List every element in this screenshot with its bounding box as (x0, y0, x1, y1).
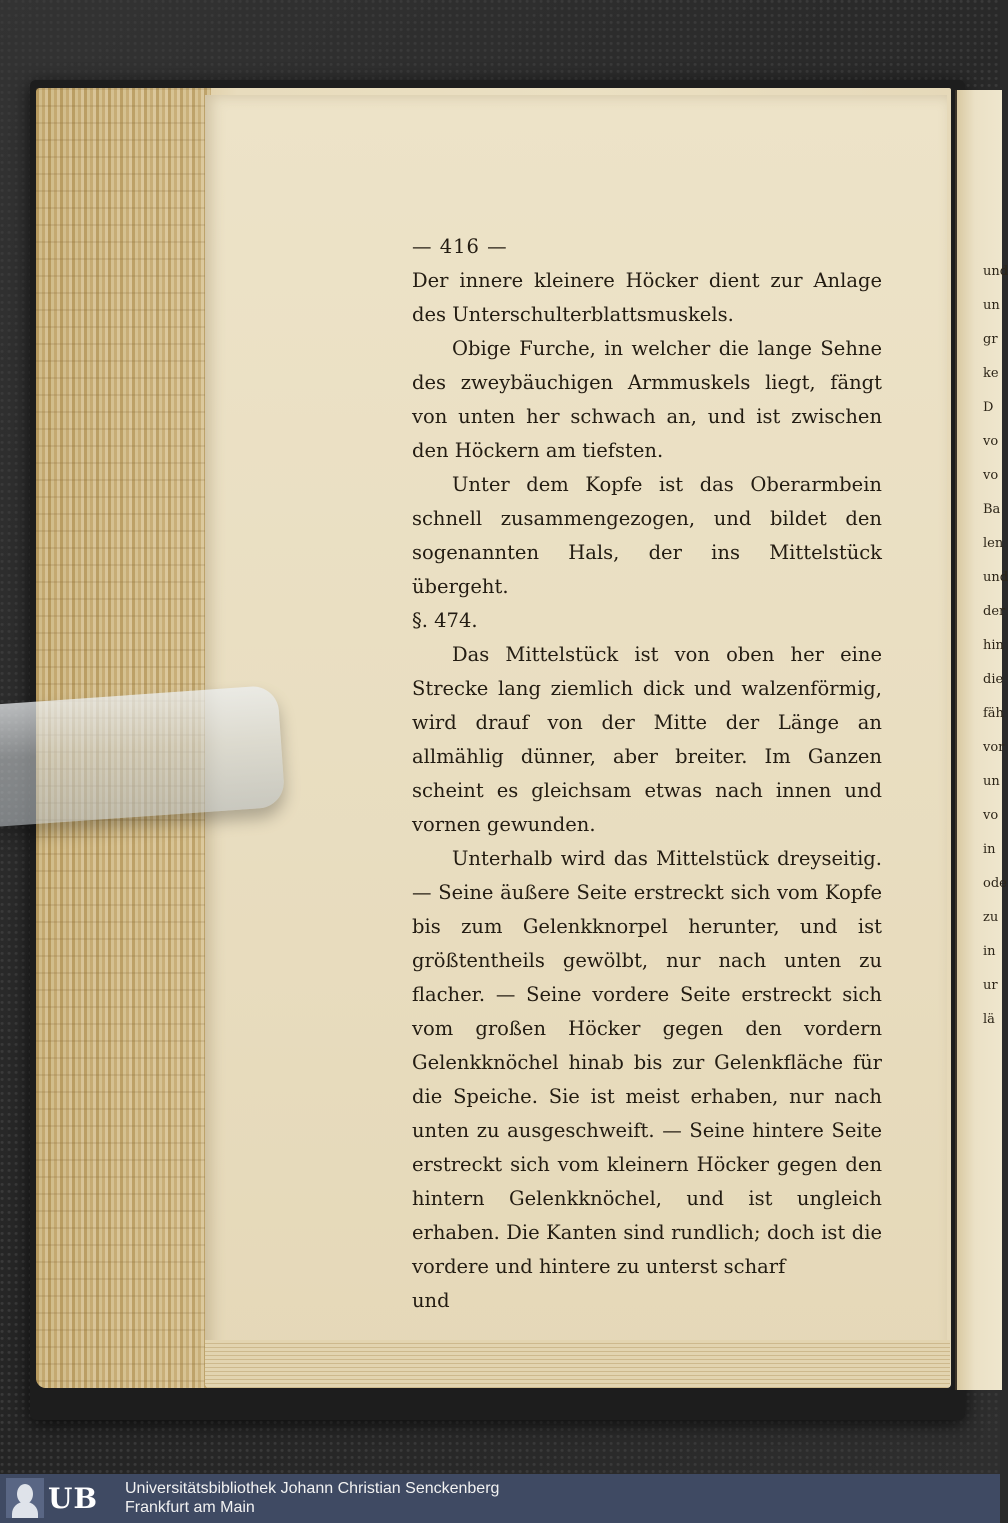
facing-page-fragment: hin (983, 638, 1004, 653)
plastic-page-holder (0, 685, 286, 827)
facing-page-fragment: len (983, 536, 1004, 551)
catchword: und (412, 1289, 450, 1312)
paragraph: Der innere kleinere Höcker dient zur Anlage des Unterschulterblattsmuskels. (412, 269, 882, 326)
facing-page-fragment: ur (983, 978, 998, 993)
facing-page-fragment: D (983, 400, 994, 415)
ub-logo-text: UB (48, 1481, 99, 1515)
facing-page-fragment: vo (983, 808, 999, 823)
library-logo[interactable] (6, 1478, 118, 1518)
paragraph: Das Mittelstück ist von oben her eine Strecke lang ziemlich dick und walzenförmig, wird drauf von der Mitte der Länge an allmählig dünner, aber breiter. Im Ganzen scheint es gleichsam etwas nach innen und vornen gewunden. (412, 643, 882, 836)
facing-page-fragment: un (983, 774, 1000, 789)
paragraph: Unterhalb wird das Mittelstück dreyseitig. — Seine äußere Seite erstreckt sich vom Kopfe bis zum Gelenkknorpel herunter, und ist größtentheils gewölbt, nur nach unten zu flacher. — Seine vordere Seite erstreckt sich vom großen Höcker gegen den vordern Gelenkknöchel hinab bis zur Gelenkfläche für die Speiche. Sie ist meist erhaben, nur nach unten zu ausgeschweift. — Seine hintere Seite erstreckt sich vom kleinern Höcker gegen den hintern Gelenkknöchel, und ist ungleich erhaben. Die Kanten sind rundlich; doch ist die vordere und hintere zu unterst scharf (412, 847, 882, 1278)
section-heading: §. 474. (412, 609, 478, 632)
facing-page-fragment: und (983, 570, 1008, 585)
page-text (412, 230, 882, 1318)
paragraph: Unter dem Kopfe ist das Oberarmbein schnell zusammengezogen, und bildet den sogenannten Hals, der ins Mittelstück übergeht. (412, 473, 882, 598)
facing-page-fragment: und (983, 264, 1008, 279)
page-number: — 416 — (412, 235, 508, 258)
facing-page-fragment: in (983, 842, 996, 857)
facing-page-fragment: un (983, 298, 1000, 313)
institution-line-1: Universitätsbibliothek Johann Christian Senckenberg (125, 1480, 500, 1497)
facing-page-fragment: Ba (983, 502, 1001, 517)
facing-page-fragment: die (983, 672, 1004, 687)
library-footer (0, 1474, 1000, 1523)
facing-page-text (983, 255, 1008, 1037)
facing-page-fragment: lä (983, 1012, 995, 1027)
facing-page-fragment: vo (983, 434, 999, 449)
facing-page-fragment: ode (983, 876, 1007, 891)
facing-page-fragment: der (983, 604, 1006, 619)
facing-page-fragment: vo (983, 468, 999, 483)
facing-page-fragment: zu (983, 910, 999, 925)
facing-page-fragment: vor (983, 740, 1005, 755)
institution-line-2: Frankfurt am Main (125, 1499, 255, 1516)
facing-page-fragment: gr (983, 332, 998, 347)
facing-page-fragment: ke (983, 366, 999, 381)
paragraph: Obige Furche, in welcher die lange Sehne des zweybäuchigen Armmuskels liegt, fängt von unten her schwach an, und ist zwischen den Höckern am tiefsten. (412, 337, 882, 462)
facing-page-fragment: in (983, 944, 996, 959)
page-bottom-edges (205, 1340, 950, 1388)
facing-page-fragment: fäh (983, 706, 1004, 721)
institution-name (125, 1479, 499, 1517)
portrait-icon (6, 1478, 44, 1518)
